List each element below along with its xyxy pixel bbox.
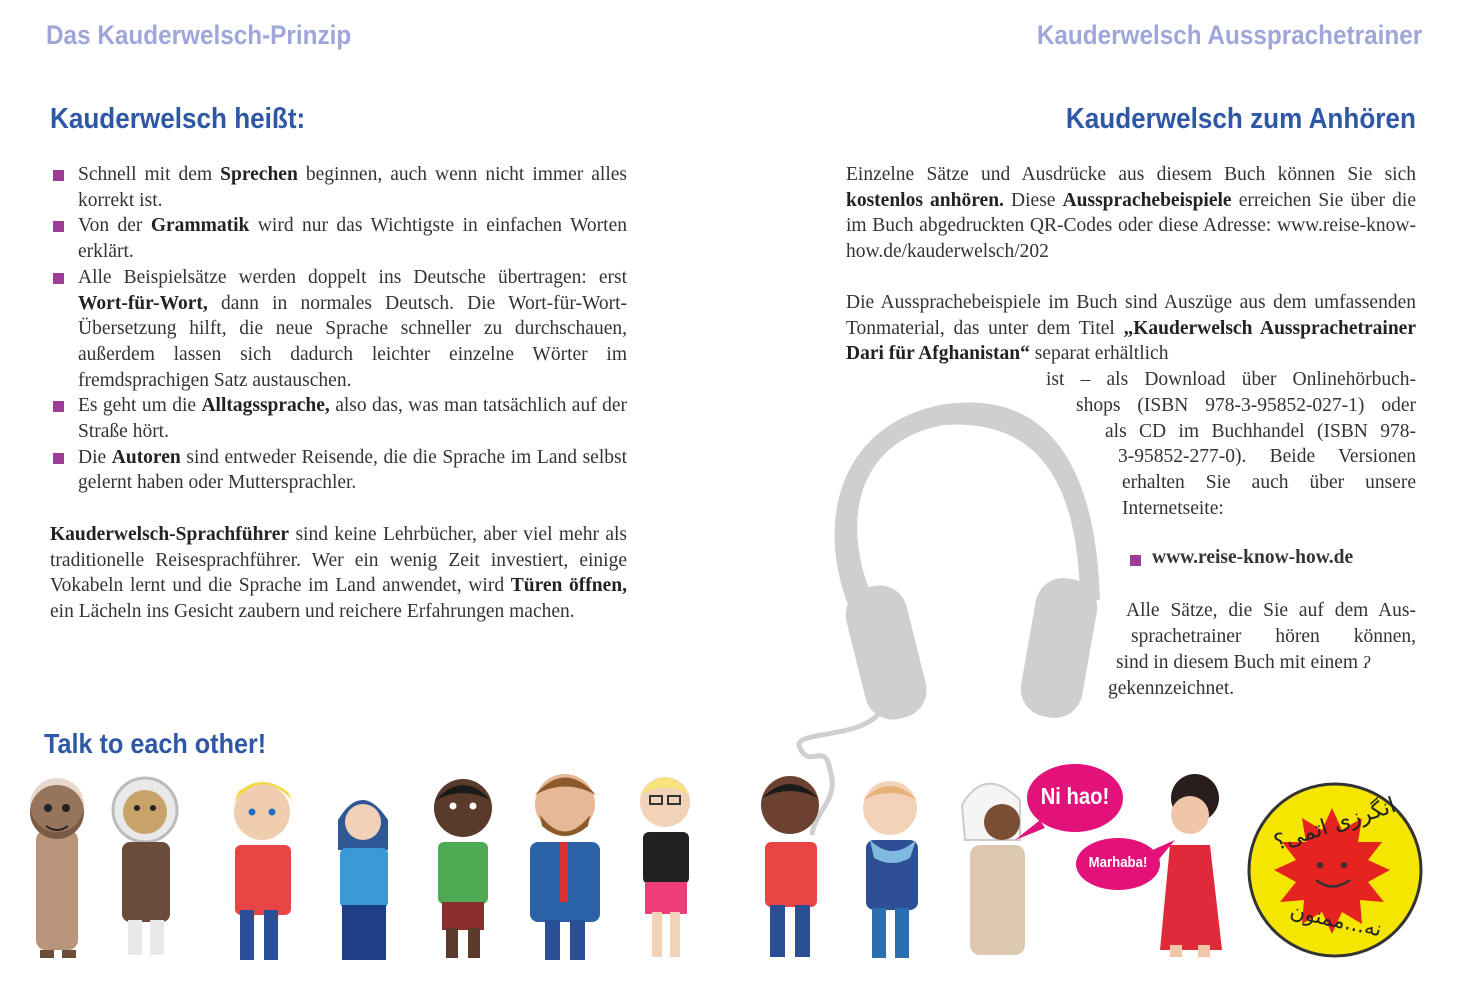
tonmaterial-line: Internetseite: bbox=[1122, 498, 1224, 519]
tonmaterial-paragraph: Die Aussprachebeispiele im Buch sind Auszüge aus dem umfassenden Tonmaterial, das unter dem Titel „Kauderwelsch Aussprachetrainer Dari für Afghanistan“ separat erhältlich bbox=[846, 292, 1416, 365]
feature-item: Von der Grammatik wird nur das Wichtigste in einfachen Worten erklärt. bbox=[50, 213, 627, 264]
headphones-icon bbox=[835, 402, 1102, 725]
badge-text-bottom: نه...ممنون bbox=[1287, 898, 1385, 942]
tonmaterial-line: erhalten Sie auch über unsere bbox=[1122, 472, 1416, 493]
listen-paragraph: Einzelne Sätze und Ausdrücke aus diesem Buch können Sie sich kostenlos anhören. Diese Aussprachebeispiele erreichen Sie über die im Buch abgedruckten QR-Codes oder diese Adresse: www.reise-know-how.de/kauderwelsch/202 bbox=[846, 164, 1416, 263]
left-page-heading: Kauderwelsch heißt: bbox=[50, 103, 306, 135]
feature-item: Die Autoren sind entweder Reisende, die die Sprache im Land selbst gelernt haben oder Muttersprachler. bbox=[50, 445, 627, 496]
ni-hao-text: Ni hao! bbox=[1040, 783, 1110, 809]
ear-icon: ʔ bbox=[1362, 653, 1370, 672]
character-blond-boy bbox=[234, 782, 292, 960]
feature-item: Es geht um die Alltagssprache, also das, was man tatsächlich auf der Straße hört. bbox=[50, 393, 627, 444]
tonmaterial-line: als CD im Buchhandel (ISBN 978- bbox=[1105, 421, 1416, 442]
hint-line: Alle Sätze, die Sie auf dem Aus- bbox=[1126, 600, 1416, 621]
character-scarf-woman bbox=[863, 781, 918, 958]
running-head-right: Kauderwelsch Aussprachetrainer bbox=[1036, 20, 1422, 50]
character-hijab-woman bbox=[338, 800, 388, 960]
character-glasses-woman bbox=[640, 777, 690, 957]
hint-line: gekennzeichnet. bbox=[1108, 678, 1235, 699]
feature-item: Alle Beispielsätze werden doppelt ins Deutsche übertragen: erst Wort-für-Wort, dann in normales Deutsch. Die Wort-für-Wort-Übersetzung hilft, die neue Sprache schneller zu durchschauen, außerdem lassen sich dadurch leichter einzelne Wörter im fremdsprachigen Satz austauschen. bbox=[50, 265, 627, 394]
character-man-red-shirt bbox=[761, 776, 819, 957]
character-monk bbox=[30, 778, 84, 958]
hint-line: sind in diesem Buch mit einem ʔ bbox=[1116, 652, 1370, 673]
talk-heading: Talk to each other! bbox=[44, 728, 267, 759]
character-woman-red-dress bbox=[1160, 774, 1222, 957]
right-page-heading: Kauderwelsch zum Anhören bbox=[1065, 103, 1416, 135]
character-turban-man bbox=[962, 784, 1025, 955]
tonmaterial-line: 3-95852-277-0). Beide Versionen bbox=[1118, 446, 1416, 467]
character-inuit bbox=[113, 778, 177, 955]
character-dark-boy bbox=[434, 779, 492, 958]
character-bearded-man bbox=[530, 774, 600, 960]
running-head-left: Das Kauderwelsch-Prinzip bbox=[46, 20, 352, 50]
tonmaterial-line: ist – als Download über Onlinehörbuch- bbox=[1046, 369, 1416, 390]
badge-text-top: انگرزی اتمی؟ bbox=[1271, 793, 1399, 856]
tonmaterial-line: shops (ISBN 978-3-95852-027-1) oder bbox=[1076, 395, 1416, 416]
sprachfuehrer-paragraph: Kauderwelsch-Sprachführer sind keine Lehrbücher, aber viel mehr als traditionelle Reisesprachführer. Wer ein wenig Zeit investiert, einige Vokabeln lernt und die Sprache im Land anwendet, wird Türen öffnen, ein Lächeln ins Gesicht zaubern und reichere Erfahrungen machen. bbox=[50, 524, 627, 623]
feature-item: Schnell mit dem Sprechen beginnen, auch wenn nicht immer alles korrekt ist. bbox=[50, 162, 627, 213]
marhaba-text: Marhaba! bbox=[1088, 854, 1148, 871]
hint-line: sprachetrainer hören können, bbox=[1131, 626, 1416, 647]
feature-list bbox=[50, 162, 627, 496]
website-link[interactable]: www.reise-know-how.de bbox=[1130, 547, 1353, 569]
